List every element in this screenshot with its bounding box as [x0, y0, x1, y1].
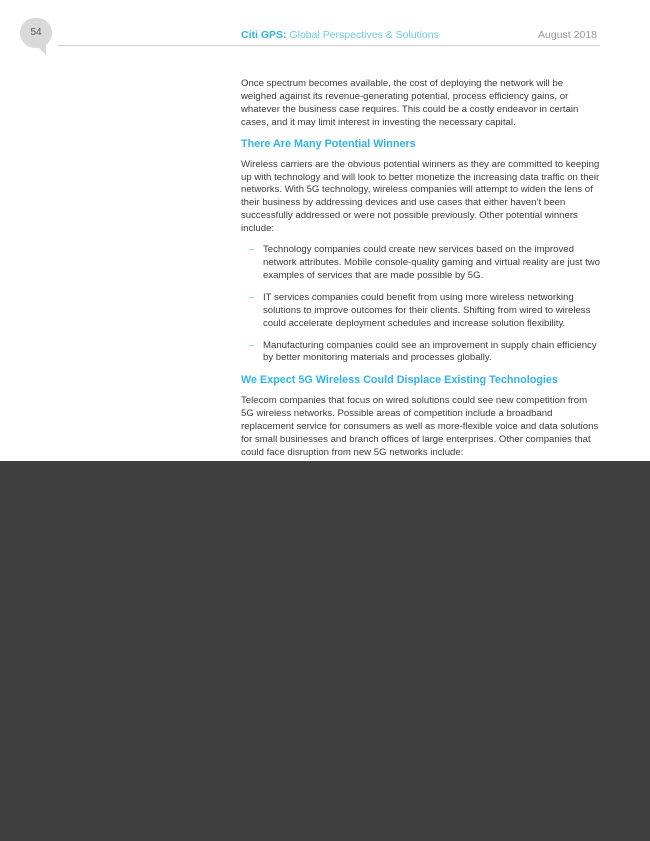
header-date: August 2018 [538, 29, 597, 41]
bullet-dash-icon: – [249, 244, 255, 256]
bullet-dash-icon: – [249, 291, 255, 303]
list-item [249, 291, 601, 331]
bullet-dash-icon: – [249, 339, 255, 351]
section-heading-displace: We Expect 5G Wireless Could Displace Existing Technologies [241, 374, 558, 387]
winners-list [241, 244, 601, 365]
header-subtitle: Global Perspectives & Solutions [289, 29, 439, 41]
list-item [249, 244, 601, 283]
list-item [249, 339, 601, 366]
displace-paragraph: Telecom companies that focus on wired solutions could see new competition from 5G wireless networks. Possible areas of competition include a broadband replacement service for consumers as well as more-flexible voice and data solutions for small businesses and branch offices of large enterprises. Other companies that could face disruption from new 5G networks include: [241, 395, 599, 458]
intro-paragraph: Once spectrum becomes available, the cost of deploying the network will be weighed against its revenue-generating potential, process efficiency gains, or whatever the business case requires. This could be a costly endeavor in certain cases, and it may limit interest in investing the necessary capital. [241, 78, 579, 128]
winners-paragraph: Wireless carriers are the obvious potential winners as they are committed to keeping up with technology and will look to better monetize the increasing data traffic on their networks. With 5G technology, wireless companies will attempt to widen the lens of their business by addressing devices and use cases that either haven’t been successfully addressed or were not possible previously. Other potential winners include: [241, 158, 600, 235]
page-number: 54 [30, 27, 42, 38]
list-item-text: Technology companies could create new services based on the improved network attributes. Mobile console-quality gaming and virtual reality are just two examples of services that are made possible by 5G. [263, 244, 601, 281]
section-heading-winners: There Are Many Potential Winners [241, 137, 416, 150]
list-item-text: Manufacturing companies could see an improvement in supply chain efficiency by better monitoring materials and processes globally. [263, 339, 597, 364]
header-divider [58, 45, 600, 46]
page-number-badge [20, 18, 52, 48]
header-brand: Citi GPS: [241, 29, 287, 41]
dark-overlay [0, 461, 650, 841]
article-body [241, 78, 601, 468]
header-title [241, 29, 439, 41]
list-item-text: IT services companies could benefit from using more wireless networking solutions to improve outcomes for their clients. Shifting from wired to wireless could accelerate deployment schedules and increase solution flexibility. [263, 291, 591, 329]
